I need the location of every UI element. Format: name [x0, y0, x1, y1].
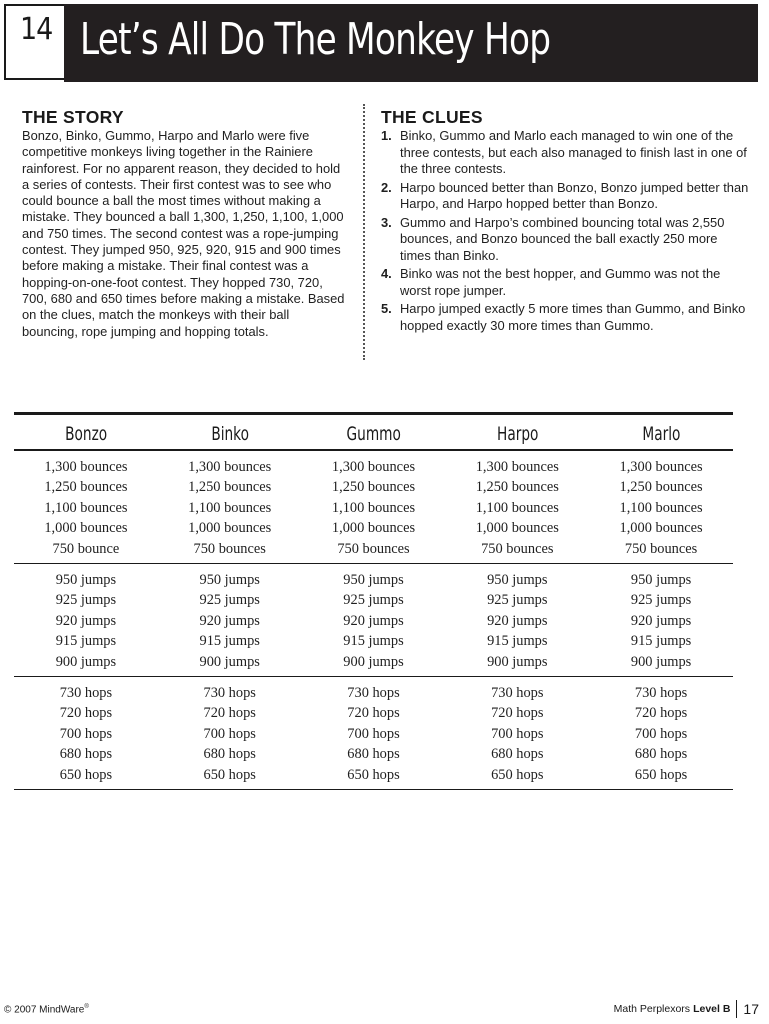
clues-heading: THE CLUES [381, 107, 483, 127]
hop-option: 700 hops [634, 725, 688, 742]
registered-mark: ® [84, 1004, 89, 1010]
clues-list [381, 128, 751, 334]
hop-option: 650 hops [491, 766, 544, 783]
hop-option: 700 hops [203, 725, 256, 742]
column-divider [363, 104, 365, 360]
column-header-harpo: Harpo [496, 423, 538, 445]
story-heading: THE STORY [22, 107, 124, 127]
hop-option: 680 hops [634, 746, 688, 763]
bounce-option: 1,300 bounces [188, 459, 272, 475]
hop-option: 720 hops [634, 705, 688, 722]
jump-option: 925 jumps [630, 592, 692, 609]
clue-text: Binko, Gummo and Marlo each managed to win one of the three contests, but each also managed to finish last in one of the three contests. [400, 128, 747, 177]
jump-option: 915 jumps [55, 633, 117, 650]
puzzle-number: 14 [20, 12, 53, 47]
table-row [14, 683, 733, 703]
jump-option: 920 jumps [343, 612, 404, 629]
column-header-binko: Binko [210, 423, 249, 445]
page-footer [614, 1000, 759, 1018]
bounce-option: 1,100 bounces [188, 499, 272, 516]
hop-option: 700 hops [59, 725, 113, 742]
bounce-option: 750 bounces [624, 540, 698, 557]
hop-option: 650 hops [634, 766, 688, 783]
clue-number: 3. [381, 214, 392, 230]
jump-option: 900 jumps [630, 653, 692, 670]
hop-option: 730 hops [59, 685, 113, 702]
bounce-option: 1,000 bounces [44, 520, 128, 537]
table-row [14, 724, 733, 744]
puzzle-number-box [4, 4, 64, 80]
bounce-option: 1,300 bounces [619, 459, 703, 475]
hop-option: 730 hops [203, 685, 256, 702]
hop-option: 730 hops [634, 685, 688, 702]
hop-option: 700 hops [491, 725, 544, 742]
page-number: 17 [743, 1001, 759, 1017]
copyright [4, 1004, 89, 1015]
bounces-group [14, 451, 733, 563]
clue-item [381, 215, 751, 265]
jump-option: 920 jumps [199, 612, 260, 629]
footer-separator [736, 1000, 737, 1018]
bounce-option: 1,250 bounces [619, 479, 703, 496]
jump-option: 915 jumps [343, 633, 404, 650]
jump-option: 925 jumps [487, 592, 548, 609]
table-row [14, 518, 733, 538]
book-title: Math Perplexors [613, 1003, 691, 1015]
hop-option: 650 hops [347, 766, 400, 783]
answer-table [14, 412, 733, 790]
hop-option: 650 hops [203, 766, 256, 783]
jump-option: 950 jumps [343, 572, 404, 589]
table-row [14, 611, 733, 631]
jump-option: 900 jumps [55, 653, 117, 670]
jump-option: 915 jumps [199, 633, 260, 650]
table-row [14, 703, 733, 723]
bounce-option: 750 bounces [481, 540, 554, 557]
jump-option: 950 jumps [199, 572, 260, 589]
table-bottom-rule [14, 789, 733, 790]
hop-option: 680 hops [59, 746, 113, 763]
bounce-option: 1,250 bounces [331, 479, 416, 496]
jump-option: 900 jumps [199, 653, 260, 670]
table-row [14, 457, 733, 477]
table-row [14, 652, 733, 672]
jump-option: 900 jumps [343, 653, 404, 670]
table-row [14, 570, 733, 590]
bounce-option: 1,100 bounces [331, 499, 416, 516]
jump-option: 920 jumps [55, 612, 117, 629]
table-row [14, 590, 733, 610]
bounce-option: 750 bounces [193, 540, 266, 557]
hop-option: 650 hops [59, 766, 113, 783]
table-row [14, 477, 733, 497]
hop-option: 720 hops [203, 705, 256, 722]
table-header-row [14, 415, 733, 449]
clues-section [381, 106, 751, 336]
bounce-option: 1,000 bounces [188, 520, 272, 537]
clue-number: 2. [381, 179, 392, 195]
jump-option: 920 jumps [487, 612, 548, 629]
copyright-text: © 2007 MindWare [4, 1004, 85, 1016]
clue-item [381, 128, 751, 178]
book-level: Level B [693, 1003, 731, 1015]
clue-item [381, 266, 751, 299]
hop-option: 680 hops [347, 746, 400, 763]
bounce-option: 1,300 bounces [475, 459, 559, 475]
jump-option: 950 jumps [487, 572, 548, 589]
jump-option: 950 jumps [630, 572, 692, 589]
jump-option: 950 jumps [55, 572, 117, 589]
bounce-option: 1,100 bounces [475, 499, 559, 516]
hops-group [14, 677, 733, 789]
story-section [22, 106, 347, 340]
jumps-group [14, 564, 733, 676]
story-text: Bonzo, Binko, Gummo, Harpo and Marlo were five competitive monkeys living together in the Rainiere rainforest. For no apparent reason, they decided to hold a series of contests. Their first contest was to see who could bounce a ball the most times without making a mistake. They bounced a ball 1,300, 1,250, 1,100, 1,000 and 750 times. The second contest was a rope-jumping contest. They jumped 950, 925, 920, 915 and 900 times before making a mistake. Their final contest was a hopping-on-one-foot contest. They hopped 730, 720, 700, 680 and 650 times before making a mistake. Based on the clues, match the monkeys with their ball bouncing, rope jumping and hopping totals. [22, 128, 345, 339]
bounce-option: 1,100 bounces [44, 499, 128, 516]
table-row [14, 765, 733, 785]
column-header-bonzo: Bonzo [64, 423, 107, 445]
jump-option: 925 jumps [343, 592, 404, 609]
clue-text: Harpo jumped exactly 5 more times than Gummo, and Binko hopped exactly 30 more times than Gummo. [400, 301, 746, 333]
jump-option: 900 jumps [487, 653, 548, 670]
jump-option: 915 jumps [487, 633, 548, 650]
hop-option: 730 hops [347, 685, 400, 702]
bounce-option: 1,250 bounces [475, 479, 559, 496]
clue-text: Binko was not the best hopper, and Gummo was not the worst rope jumper. [400, 266, 721, 298]
bounce-option: 1,250 bounces [188, 479, 272, 496]
jump-option: 925 jumps [55, 592, 117, 609]
clue-text: Harpo bounced better than Bonzo, Bonzo jumped better than Harpo, and Harpo hopped better than Bonzo. [400, 179, 749, 212]
hop-option: 720 hops [347, 705, 400, 722]
column-header-marlo: Marlo [642, 423, 681, 445]
bounce-option: 1,000 bounces [475, 520, 559, 537]
clue-number: 1. [381, 128, 392, 143]
jump-option: 915 jumps [630, 633, 692, 650]
page-title: Let’s All Do The Monkey Hop [80, 14, 551, 65]
clue-item [381, 180, 751, 213]
title-bar [64, 4, 758, 82]
bounce-option: 1,100 bounces [619, 499, 703, 516]
table-row [14, 744, 733, 764]
table-row [14, 539, 733, 559]
bounce-option: 1,000 bounces [619, 520, 703, 537]
hop-option: 720 hops [491, 705, 544, 722]
clue-item [381, 301, 751, 334]
table-row [14, 498, 733, 518]
bounce-option: 1,250 bounces [44, 479, 128, 496]
bounce-option: 1,000 bounces [331, 520, 416, 537]
hop-option: 730 hops [491, 685, 544, 702]
clue-number: 5. [381, 301, 392, 317]
jump-option: 925 jumps [199, 592, 260, 609]
jump-option: 920 jumps [630, 612, 692, 629]
bounce-option: 1,300 bounces [331, 459, 416, 475]
bounce-option: 1,300 bounces [44, 459, 128, 475]
hop-option: 720 hops [59, 705, 113, 722]
bounce-option: 750 bounces [337, 540, 410, 557]
hop-option: 700 hops [347, 725, 400, 742]
column-header-gummo: Gummo [346, 423, 401, 445]
hop-option: 680 hops [491, 746, 544, 763]
hop-option: 680 hops [203, 746, 256, 763]
bounce-option: 750 bounce [52, 540, 120, 557]
table-row [14, 631, 733, 651]
clue-text: Gummo and Harpo’s combined bouncing total was 2,550 bounces, and Bonzo bounced the ball exactly 250 more times than Binko. [400, 214, 725, 263]
clue-number: 4. [381, 266, 392, 282]
